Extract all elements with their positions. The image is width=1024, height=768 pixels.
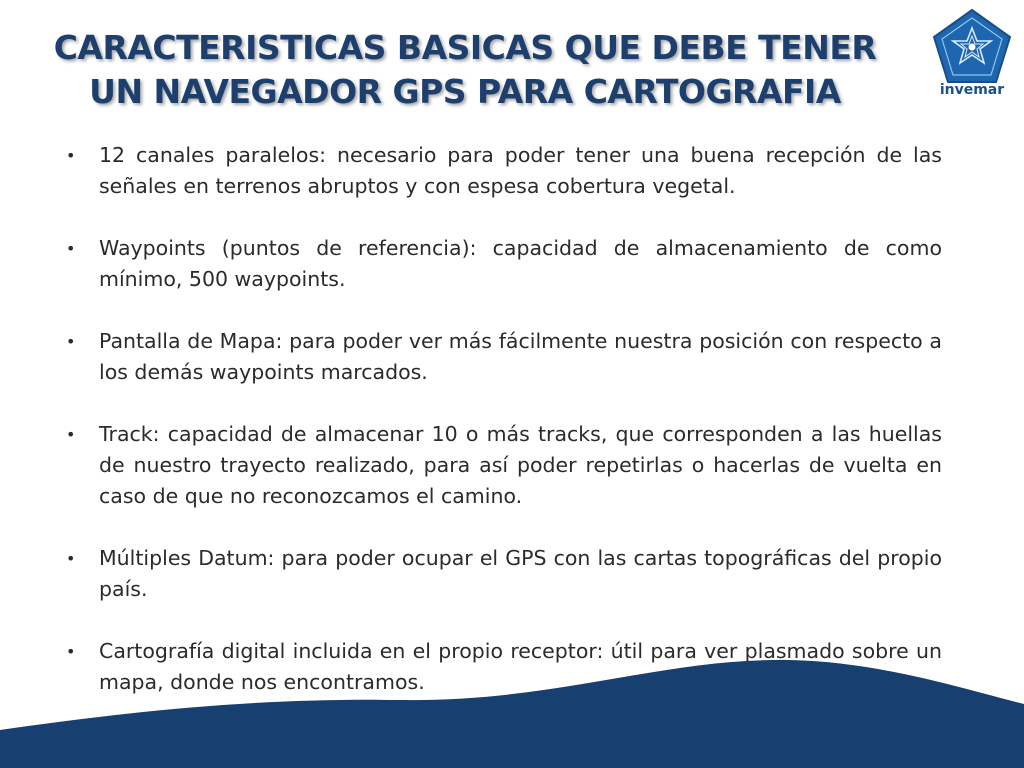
title-line-2: UN NAVEGADOR GPS PARA CARTOGRAFIA	[89, 72, 841, 111]
list-item	[62, 326, 942, 388]
bullet-text: Track: capacidad de almacenar 10 o más tracks, que corresponden a las huellas de nuestro trayecto realizado, para así poder repetirlas o hacerlas de vuelta en caso de que no reconozcamos el camino.	[99, 422, 942, 508]
slide-title	[20, 26, 910, 114]
title-line-1: CARACTERISTICAS BASICAS QUE DEBE TENER	[53, 28, 877, 67]
bullet-icon: •	[66, 239, 76, 258]
list-item	[62, 140, 942, 202]
bullet-icon: •	[66, 425, 76, 444]
list-item	[62, 543, 942, 605]
bullet-list	[62, 140, 942, 698]
bullet-icon: •	[66, 146, 76, 165]
list-item	[62, 419, 942, 512]
bullet-icon: •	[66, 549, 76, 568]
bullet-text: Pantalla de Mapa: para poder ver más fácilmente nuestra posición con respecto a los demás waypoints marcados.	[99, 329, 942, 384]
bullet-text: Múltiples Datum: para poder ocupar el GPS con las cartas topográficas del propio país.	[99, 546, 942, 601]
list-item	[62, 233, 942, 295]
bullet-text: Cartografía digital incluida en el propio receptor: útil para ver plasmado sobre un mapa, donde nos encontramos.	[99, 639, 942, 694]
bullet-icon: •	[66, 642, 76, 661]
footer-wave	[0, 658, 1024, 768]
bullet-text: 12 canales paralelos: necesario para poder tener una buena recepción de las señales en terrenos abruptos y con espesa cobertura vegetal.	[99, 143, 942, 198]
logo-wordmark: invemar	[939, 82, 1005, 98]
bullet-text: Waypoints (puntos de referencia): capacidad de almacenamiento de como mínimo, 500 waypoints.	[99, 236, 942, 291]
pentagon-emblem-icon	[926, 8, 1018, 86]
bullet-icon: •	[66, 332, 76, 351]
invemar-logo	[926, 8, 1018, 108]
